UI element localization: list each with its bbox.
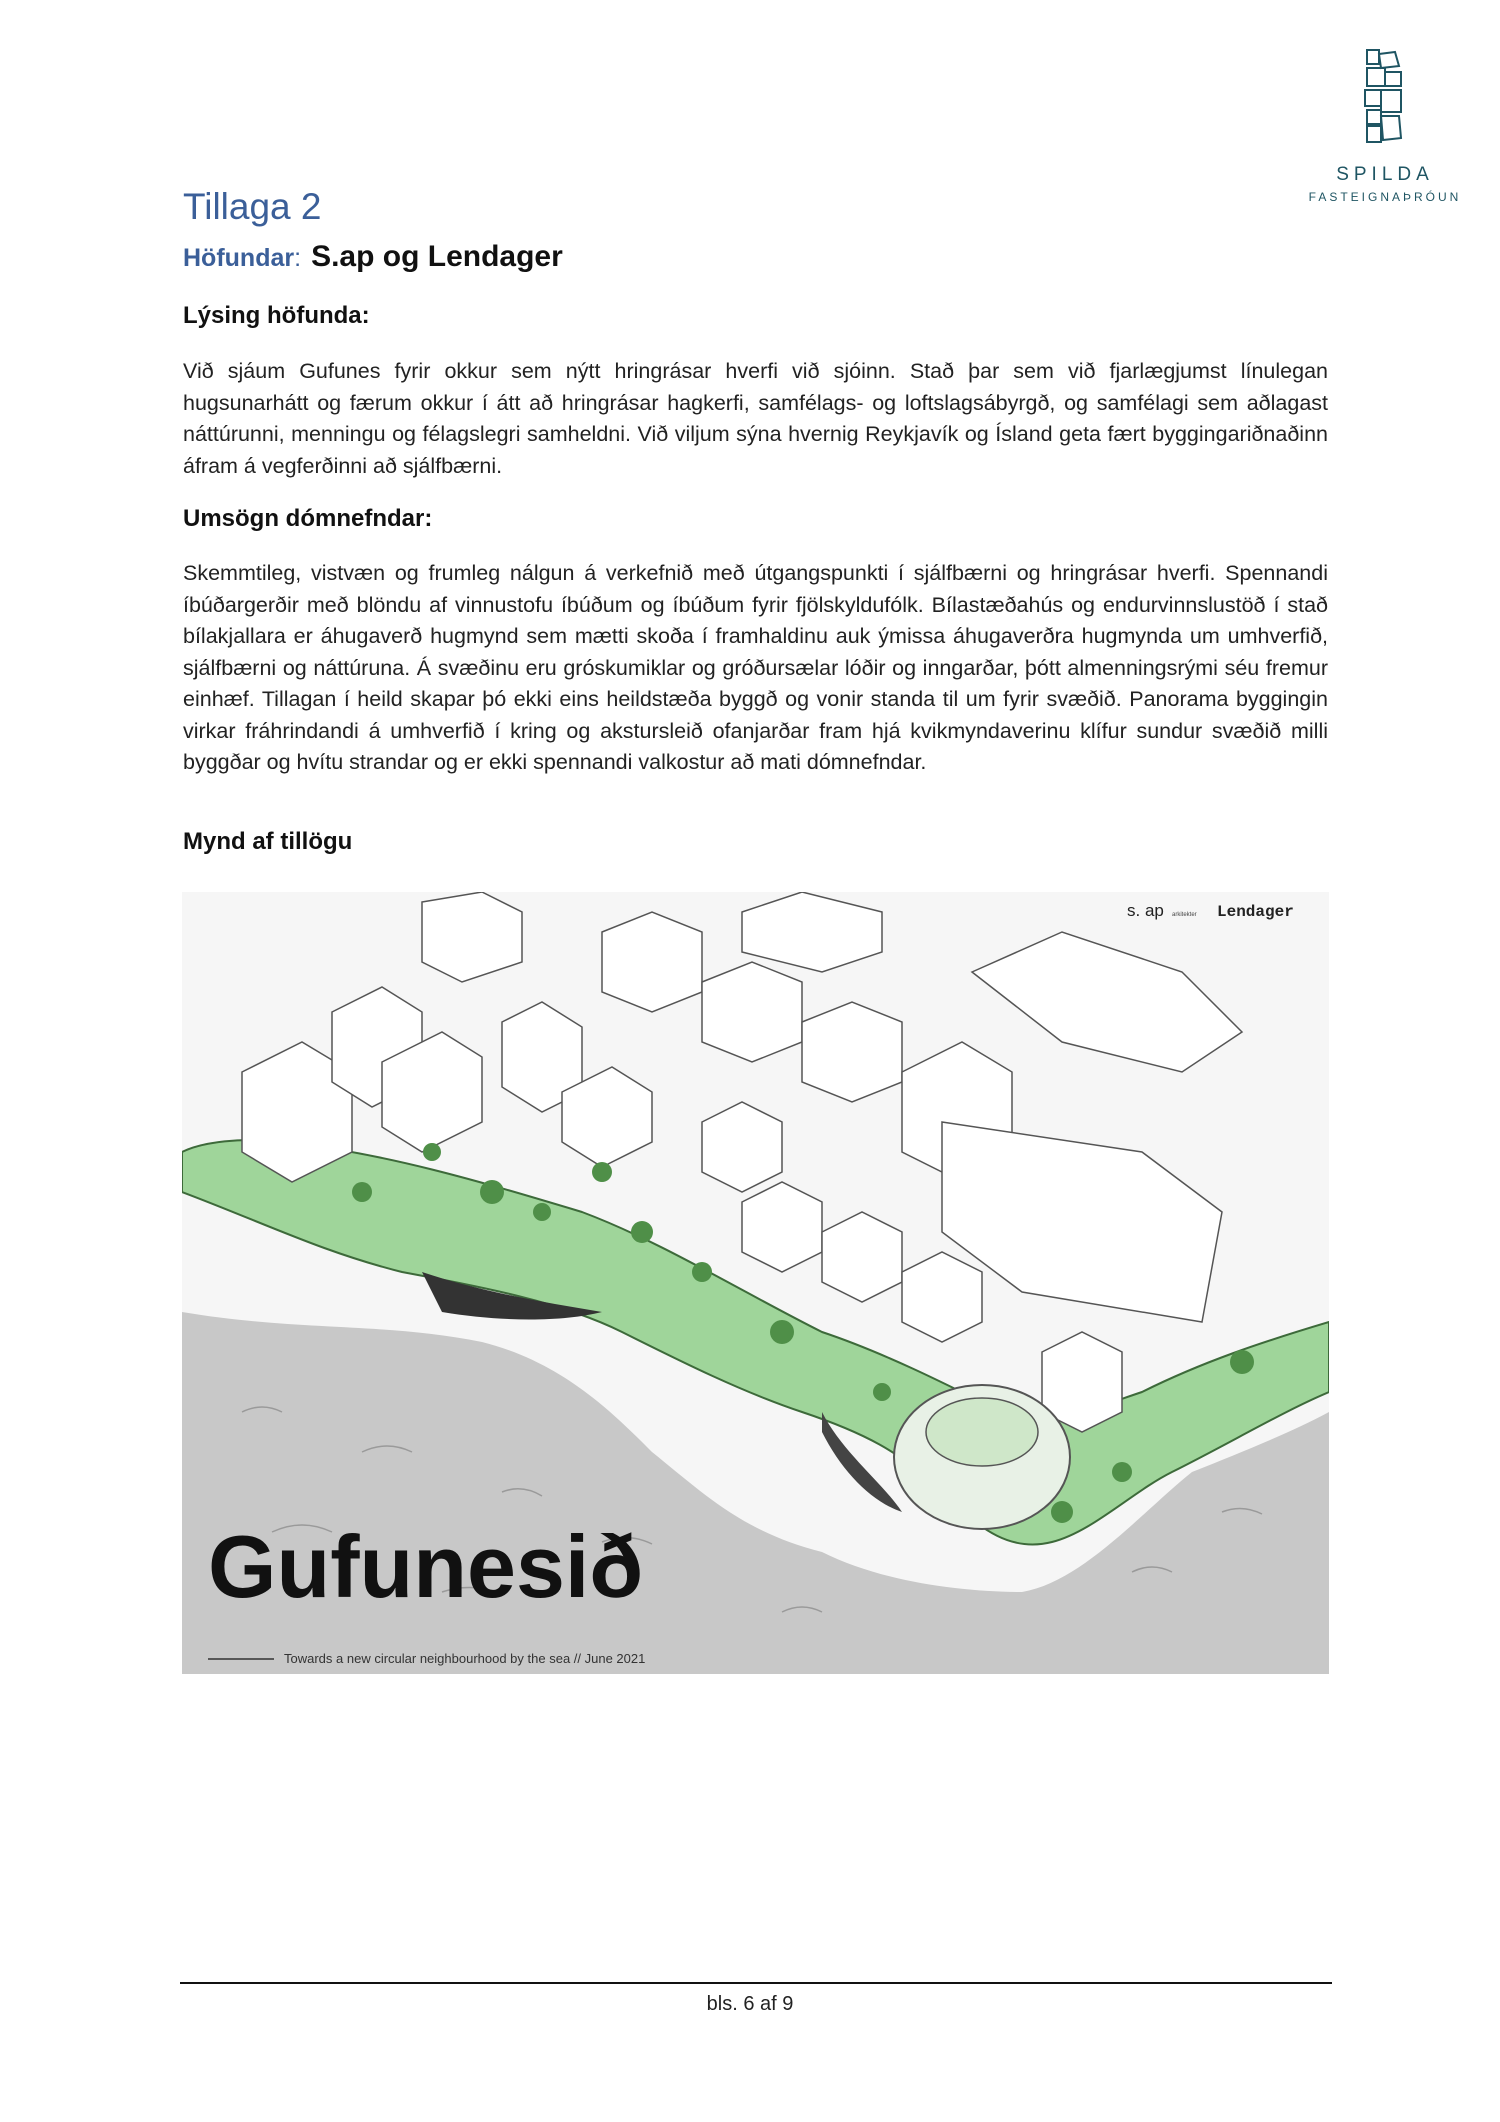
- authors-label: Höfundar: [183, 244, 295, 272]
- logo-subtitle: FASTEIGNAÞRÓUN: [1308, 190, 1462, 204]
- authors-names: S.ap og Lendager: [311, 240, 563, 273]
- figure-title: Gufunesið: [208, 1517, 644, 1616]
- footer-divider: [180, 1982, 1332, 1984]
- description-heading: Lýsing höfunda:: [183, 302, 370, 329]
- authors-separator: :: [294, 244, 302, 272]
- description-text: Við sjáum Gufunes fyrir okkur sem nýtt hringrásar hverfi við sjóinn. Stað þar sem við fjarlægjumst línulegan hugsunarhátt og færum okkur í átt að hringrásar hagkerfi, samfélags- og loftslagsábyrgð, og samfélagi sem aðlagast náttúrunni, menningu og félagslegri samheldni. Við viljum sýna hvernig Reykjavík og Ísland geta fært byggingariðnaðinn áfram á vegferðinni að sjálfbærni.: [183, 359, 1328, 478]
- credit-sap-subtitle: arkitekter: [1172, 912, 1197, 918]
- page-number: bls. 6 af 9: [706, 1993, 794, 2015]
- spilda-logo: [1300, 46, 1470, 216]
- proposal-illustration: [182, 892, 1329, 1674]
- credit-sap: s. ap: [1127, 901, 1164, 920]
- building-blocks-icon: [1355, 46, 1415, 146]
- figure-subtitle: Towards a new circular neighbourhood by the sea // June 2021: [284, 1651, 646, 1666]
- jury-heading: Umsögn dómnefndar:: [183, 505, 433, 532]
- logo-name: SPILDA: [1336, 164, 1434, 185]
- jury-text: Skemmtileg, vistvæn og frumleg nálgun á verkefnið með útgangspunkti í sjálfbærni og hringrásar hverfi. Spennandi íbúðargerðir með blöndu af vinnustofu íbúðum og íbúðum fyrir fjölskyldufólk. Bílastæðahús og endurvinnslustöð í stað bílakjallara er áhugaverð hugmynd sem mætti skoða í framhaldinu auk ýmissa áhugaverðra hugmynda um umhverfið, sjálfbærni og náttúruna. Á svæðinu eru gróskumiklar og gróðursælar lóðir og inngarðar, þótt almenningsrými séu fremur einhæf. Tillagan í heild skapar þó ekki eins heildstæða byggð og vonir standa til um fyrir svæðið. Panorama byggingin virkar fráhrindandi á umhverfið í kring og akstursleið ofanjarðar fram hjá kvikmyndaverinu klífur sundur svæðið milli byggðar og hvítu strandar og er ekki spennandi valkostur að mati dómnefndar.: [183, 561, 1328, 774]
- page-title: Tillaga 2: [183, 186, 322, 227]
- authors-line: [183, 240, 563, 274]
- credit-lendager: Lendager: [1217, 903, 1294, 921]
- image-heading: Mynd af tillögu: [183, 828, 353, 855]
